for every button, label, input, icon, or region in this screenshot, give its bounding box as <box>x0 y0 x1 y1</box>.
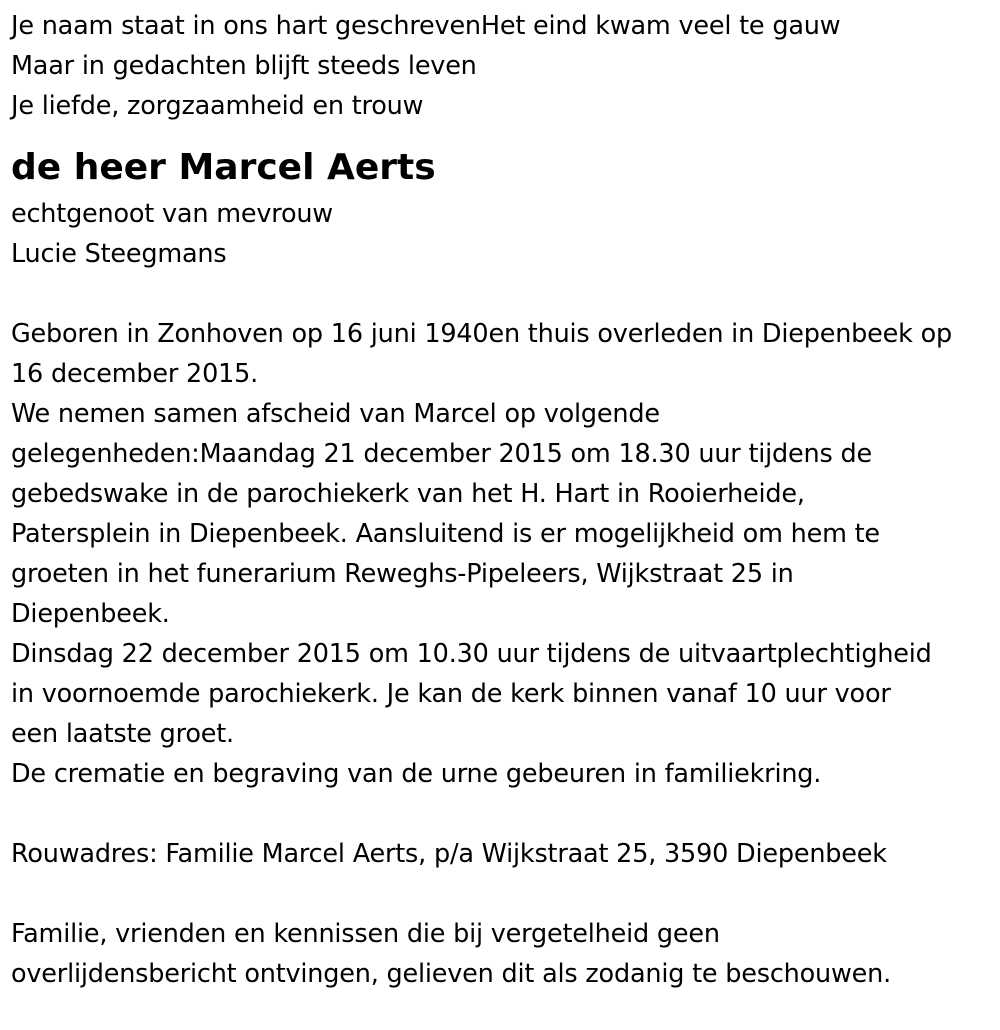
mourning-address: Rouwadres: Familie Marcel Aerts, p/a Wijkstraat 25, 3590 Diepenbeek <box>11 839 887 869</box>
announcement-line: Diepenbeek. <box>11 599 170 629</box>
announcement-line: Geboren in Zonhoven op 16 juni 1940en thuis overleden in Diepenbeek op <box>11 319 953 349</box>
poem-line: Je liefde, zorgzaamheid en trouw <box>11 91 424 121</box>
deceased-name: de heer Marcel Aerts <box>11 147 436 188</box>
announcement-line: een laatste groet. <box>11 719 234 749</box>
poem <box>11 6 1000 126</box>
announcement-line: De crematie en begraving van de urne gebeuren in familiekring. <box>11 759 822 789</box>
relation-line: echtgenoot van mevrouw <box>11 199 333 229</box>
announcement-line: in voornoemde parochiekerk. Je kan de kerk binnen vanaf 10 uur voor <box>11 679 891 709</box>
announcement-line: gelegenheden:Maandag 21 december 2015 om 18.30 uur tijdens de <box>11 439 872 469</box>
announcement-line: gebedswake in de parochiekerk van het H. Hart in Rooierheide, <box>11 479 805 509</box>
announcement-line: We nemen samen afscheid van Marcel op volgende <box>11 399 660 429</box>
poem-line: Maar in gedachten blijft steeds leven <box>11 51 477 81</box>
announcement-line: groeten in het funerarium Reweghs-Pipeleers, Wijkstraat 25 in <box>11 559 794 589</box>
relation-line: Lucie Steegmans <box>11 239 227 269</box>
closing-line: overlijdensbericht ontvingen, gelieven dit als zodanig te beschouwen. <box>11 959 892 989</box>
closing-note <box>11 914 1000 994</box>
spacer <box>11 874 1000 914</box>
spacer <box>11 274 1000 314</box>
announcement-line: Patersplein in Diepenbeek. Aansluitend is er mogelijkheid om hem te <box>11 519 880 549</box>
announcement <box>11 314 1000 794</box>
poem-line: Je naam staat in ons hart geschrevenHet eind kwam veel te gauw <box>11 11 841 41</box>
announcement-line: 16 december 2015. <box>11 359 259 389</box>
spacer <box>11 794 1000 834</box>
closing-line: Familie, vrienden en kennissen die bij vergetelheid geen <box>11 919 720 949</box>
announcement-line: Dinsdag 22 december 2015 om 10.30 uur tijdens de uitvaartplechtigheid <box>11 639 932 669</box>
relation <box>11 194 1000 274</box>
